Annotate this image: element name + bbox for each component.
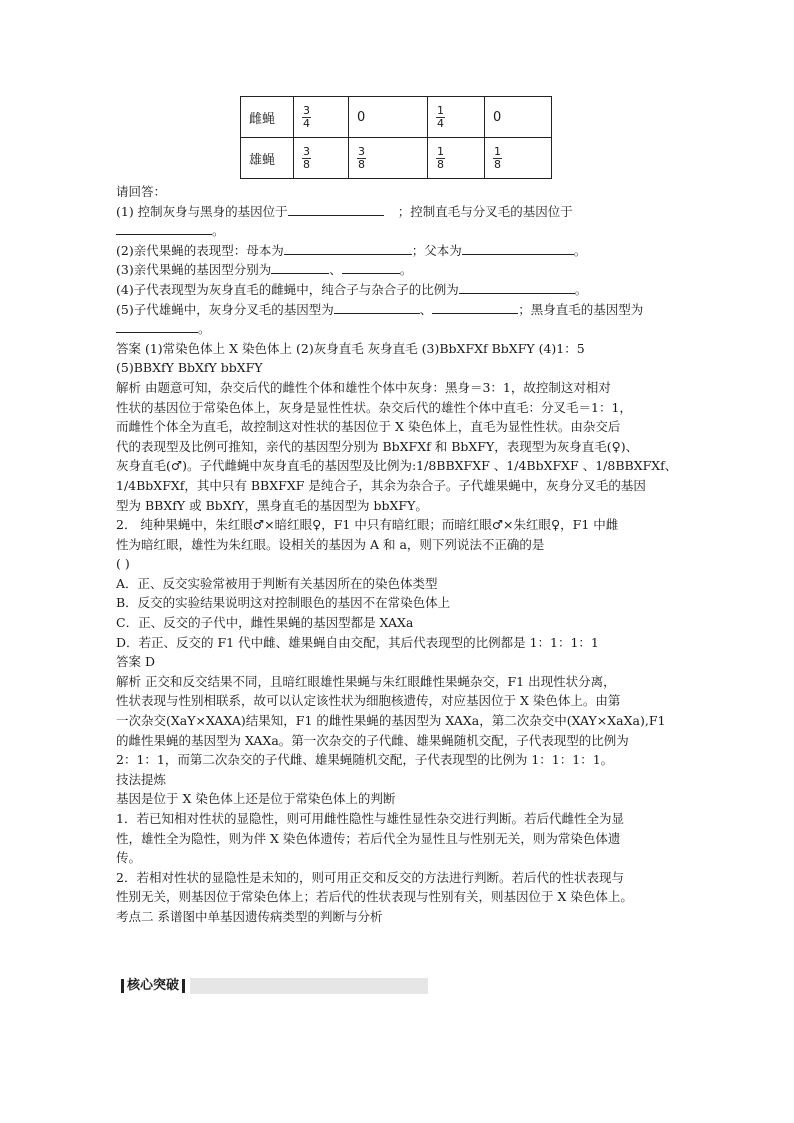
table-cell: [294, 97, 349, 138]
row-label: 雌蝇: [241, 97, 294, 138]
fraction: $\frac{1}{8}$: [437, 144, 444, 171]
question-1-part-1: (1) 控制灰身与黑身的基因位于 ；控制直毛与分叉毛的基因位于: [116, 203, 573, 219]
method-heading: 技法提炼: [116, 771, 167, 787]
answer-line: 答案 (1)常染色体上 X 染色体上 (2)灰身直毛 灰身直毛 (3)BbXFXf BbXFY (4)1：5: [116, 340, 585, 356]
answer-blank: [459, 281, 575, 294]
answer-blank: [342, 261, 400, 274]
method-line: 性，雄性全为隐性，则为伴 X 染色体遗传；若后代全为显性且与性别无关，则为常染色体遗: [116, 830, 621, 846]
fraction: $\frac{3}{4}$: [303, 103, 310, 130]
table-cell: 0: [485, 97, 552, 138]
option-d: D．若正、反交的 F1 代中雌、雄果蝇自由交配，其后代表现型的比例都是 1：1：1：1: [116, 634, 599, 650]
question-2-stem: 2． 纯种果蝇中，朱红眼♂×暗红眼♀，F1 中只有暗红眼；而暗红眼♂×朱红眼♀，F1 中雌: [116, 517, 619, 533]
method-line: 性别无关，则基因位于常染色体上；若后代的性状表现与性别有关，则基因位于 X 染色体上。: [116, 889, 633, 905]
method-line: 传。: [116, 850, 142, 866]
table-cell: [294, 138, 349, 179]
analysis-line: 的雌性果蝇的基因型为 XAXa。第一次杂交的子代雌、雄果蝇随机交配，子代表现型的比例为: [116, 732, 629, 748]
method-line: 1．若已知相对性状的显隐性，则可用雌性隐性与雄性显性杂交进行判断。若后代雌性全为显: [116, 811, 624, 826]
answer-blank: [334, 301, 420, 314]
analysis-line: 而雌性个体全为直毛，故控制这对性状的基因位于 X 染色体上，直毛为显性性状。由杂交后: [116, 419, 621, 435]
table-cell: 0: [349, 97, 428, 138]
table-cell: [349, 138, 428, 179]
answer-blank: [116, 320, 198, 333]
bar-left-icon: [121, 979, 124, 993]
question-1-part-4: (4)子代表现型为灰身直毛的雌蝇中，纯合子与杂合子的比例为 。: [116, 281, 588, 297]
fraction: $\frac{3}{8}$: [358, 144, 365, 171]
analysis-line: 代的表现型及比例可推知，亲代的基因型分别为 BbXFXf 和 BbXFY，表现型为灰身直毛(♀)、: [116, 438, 639, 454]
answer-blank: [462, 242, 574, 255]
question-1-part-3: (3)亲代果蝇的基因型分别为 、 。: [116, 262, 413, 278]
table-row: [241, 138, 552, 179]
analysis-line: 灰身直毛(♂)。子代雌蝇中灰身直毛的基因型及比例为:1/8BBXFXF 、1/4BbXFXF 、1/8BBXFXf、: [116, 458, 678, 474]
table-cell: [428, 97, 485, 138]
analysis-line: 1/4BbXFXf，其中只有 BBXFXF 是纯合子，其余为杂合子。子代雄果蝇中，灰身分叉毛的基因: [116, 477, 646, 493]
answer-blank: [271, 261, 329, 274]
analysis-line: 一次杂交(XaY×XAXA)结果知，F1 的雌性果蝇的基因型为 XAXa，第二次杂交中(XAY×XaXa),F1: [116, 713, 666, 729]
option-b: B．反交的实验结果说明这对控制眼色的基因不在常染色体上: [116, 595, 451, 611]
answer-line: 答案 D: [116, 654, 155, 670]
table-cell: [428, 138, 485, 179]
genotype-ratio-table: [240, 96, 552, 179]
analysis-line: 解析 正交和反交结果不同，且暗红眼雄性果蝇与朱红眼雌性果蝇杂交，F1 出现性状分离，: [116, 673, 616, 689]
question-2-stem: 性为暗红眼，雄性为朱红眼。设相关的基因为 A 和 a，则下列说法不正确的是: [116, 536, 545, 552]
fraction: $\frac{3}{8}$: [303, 144, 310, 171]
prompt-line: 请回答：: [116, 184, 167, 199]
banner-title: 核心突破: [127, 978, 180, 993]
analysis-line: 性状的基因位于常染色体上，灰身是显性性状。杂交后代的雄性个体中直毛：分叉毛＝1：1，: [116, 399, 632, 415]
analysis-line: 解析 由题意可知，杂交后代的雌性个体和雄性个体中灰身：黑身＝3：1，故控制这对相对: [116, 379, 611, 395]
question-2-stem: ( ): [116, 556, 130, 572]
answer-blank: [116, 222, 212, 235]
question-1-part-1-cont: 。: [116, 221, 686, 241]
analysis-line: 型为 BBXfY 或 BbXfY，黑身直毛的基因型为 bbXFY。: [116, 497, 428, 513]
question-1-part-5-cont: 。: [116, 319, 686, 339]
analysis-line: 性状表现与性别相联系，故可以认定该性状为细胞核遗传，对应基因位于 X 染色体上。由第: [116, 693, 621, 709]
section-banner: [116, 978, 428, 994]
fraction: $\frac{1}{8}$: [494, 144, 501, 171]
method-line: 2．若相对性状的显隐性是未知的，则可用正交和反交的方法进行判断。若后代的性状表现与: [116, 869, 624, 885]
answer-blank: [432, 301, 518, 314]
table-cell: [485, 138, 552, 179]
table-row: [241, 97, 552, 138]
analysis-line: 2：1：1，而第二次杂交的子代雌、雄果蝇随机交配，子代表现型的比例为 1：1：1：1。: [116, 752, 614, 768]
bar-right-icon: [182, 979, 185, 993]
banner-title-wrap: [116, 978, 190, 994]
question-1-part-2: (2)亲代果蝇的表现型：母本为 ；父本为 。: [116, 242, 587, 258]
option-c: C．正、反交的子代中，雌性果蝇的基因型都是 XAXa: [116, 615, 414, 631]
topic-heading: 考点二 系谱图中单基因遗传病类型的判断与分析: [116, 908, 383, 924]
answer-line: (5)BBXfY BbXfY bbXFY: [116, 360, 263, 376]
fraction: $\frac{1}{4}$: [437, 103, 444, 130]
question-1-part-5: (5)子代雄蝇中，灰身分叉毛的基因型为 、 ；黑身直毛的基因型为: [116, 301, 644, 317]
option-a: A．正、反交实验常被用于判断有关基因所在的染色体类型: [116, 575, 438, 591]
method-subheading: 基因是位于 X 染色体上还是位于常染色体上的判断: [116, 791, 396, 807]
answer-blank: [284, 242, 412, 255]
document-body: [116, 182, 686, 927]
row-label: 雄蝇: [241, 138, 294, 179]
answer-blank: [288, 203, 384, 216]
